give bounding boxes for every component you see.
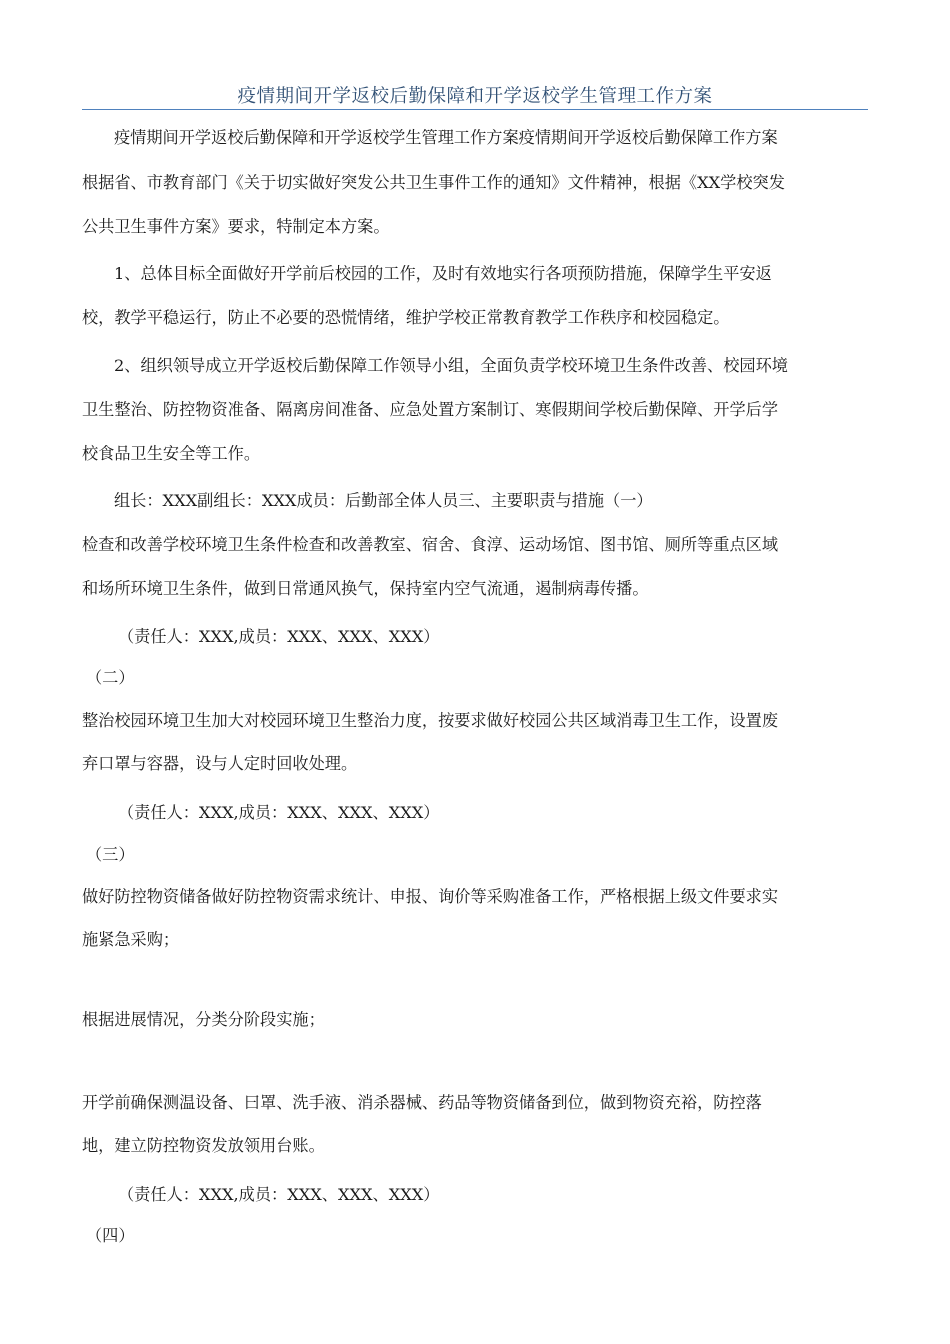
- responsibility-line: （责任人：XXX,成员：XXX、XXX、XXX）: [118, 1185, 440, 1204]
- title-underline: [82, 109, 868, 110]
- paragraph-line: 卫生整治、防控物资准备、隔离房间准备、应急处置方案制订、寒假期间学校后勤保障、开学后学: [82, 400, 779, 419]
- section-marker: （四）: [86, 1226, 135, 1245]
- paragraph-line: 校，教学平稳运行，防止不必要的恐慌情绪，维护学校正常教育教学工作秩序和校园稳定。: [82, 308, 730, 327]
- paragraph-line: 地，建立防控物资发放领用台账。: [82, 1136, 325, 1155]
- paragraph-line: 弃口罩与容器，设与人定时回收处理。: [82, 754, 358, 773]
- paragraph-line: 做好防控物资储备做好防控物资需求统计、申报、询价等采购准备工作，严格根据上级文件要求实: [82, 887, 779, 906]
- paragraph-line: 根据进展情况，分类分阶段实施；: [82, 1010, 325, 1029]
- paragraph-line: 校食品卫生安全等工作。: [82, 444, 261, 463]
- document-title: 疫情期间开学返校后勤保障和开学返校学生管理工作方案: [237, 86, 713, 107]
- paragraph-line: 根据省、市教育部门《关于切实做好突发公共卫生事件工作的通知》文件精神，根据《XX学校突发: [82, 173, 785, 192]
- paragraph-line: 开学前确保测温设备、曰罩、洗手液、消杀器械、药品等物资储备到位，做到物资充裕，防控落: [82, 1093, 762, 1112]
- paragraph-line: 施紧急采购；: [82, 930, 180, 949]
- paragraph-line: 组长：XXX副组长：XXX成员：后勤部全体人员三、主要职责与措施（一）: [114, 491, 653, 510]
- paragraph-line: 2、组织领导成立开学返校后勤保障工作领导小组，全面负责学校环境卫生条件改善、校园环境: [114, 356, 788, 375]
- responsibility-line: （责任人：XXX,成员：XXX、XXX、XXX）: [118, 627, 440, 646]
- responsibility-line: （责任人：XXX,成员：XXX、XXX、XXX）: [118, 803, 440, 822]
- paragraph-line: 整治校园环境卫生加大对校园环境卫生整治力度，按要求做好校园公共区域消毒卫生工作，设置废: [82, 711, 779, 730]
- paragraph-line: 疫情期间开学返校后勤保障和开学返校学生管理工作方案疫情期间开学返校后勤保障工作方案: [114, 128, 778, 147]
- paragraph-line: 和场所环境卫生条件，做到日常通风换气，保持室内空气流通，遏制病毒传播。: [82, 579, 649, 598]
- paragraph-line: 公共卫生事件方案》要求，特制定本方案。: [82, 217, 390, 236]
- paragraph-line: 检查和改善学校环境卫生条件检查和改善教室、宿舍、食淳、运动场馆、图书馆、厕所等重点区域: [82, 535, 779, 554]
- section-marker: （三）: [86, 845, 135, 864]
- paragraph-line: 1、总体目标全面做好开学前后校园的工作，及时有效地实行各项预防措施，保障学生平安返: [114, 264, 772, 283]
- section-marker: （二）: [86, 668, 135, 687]
